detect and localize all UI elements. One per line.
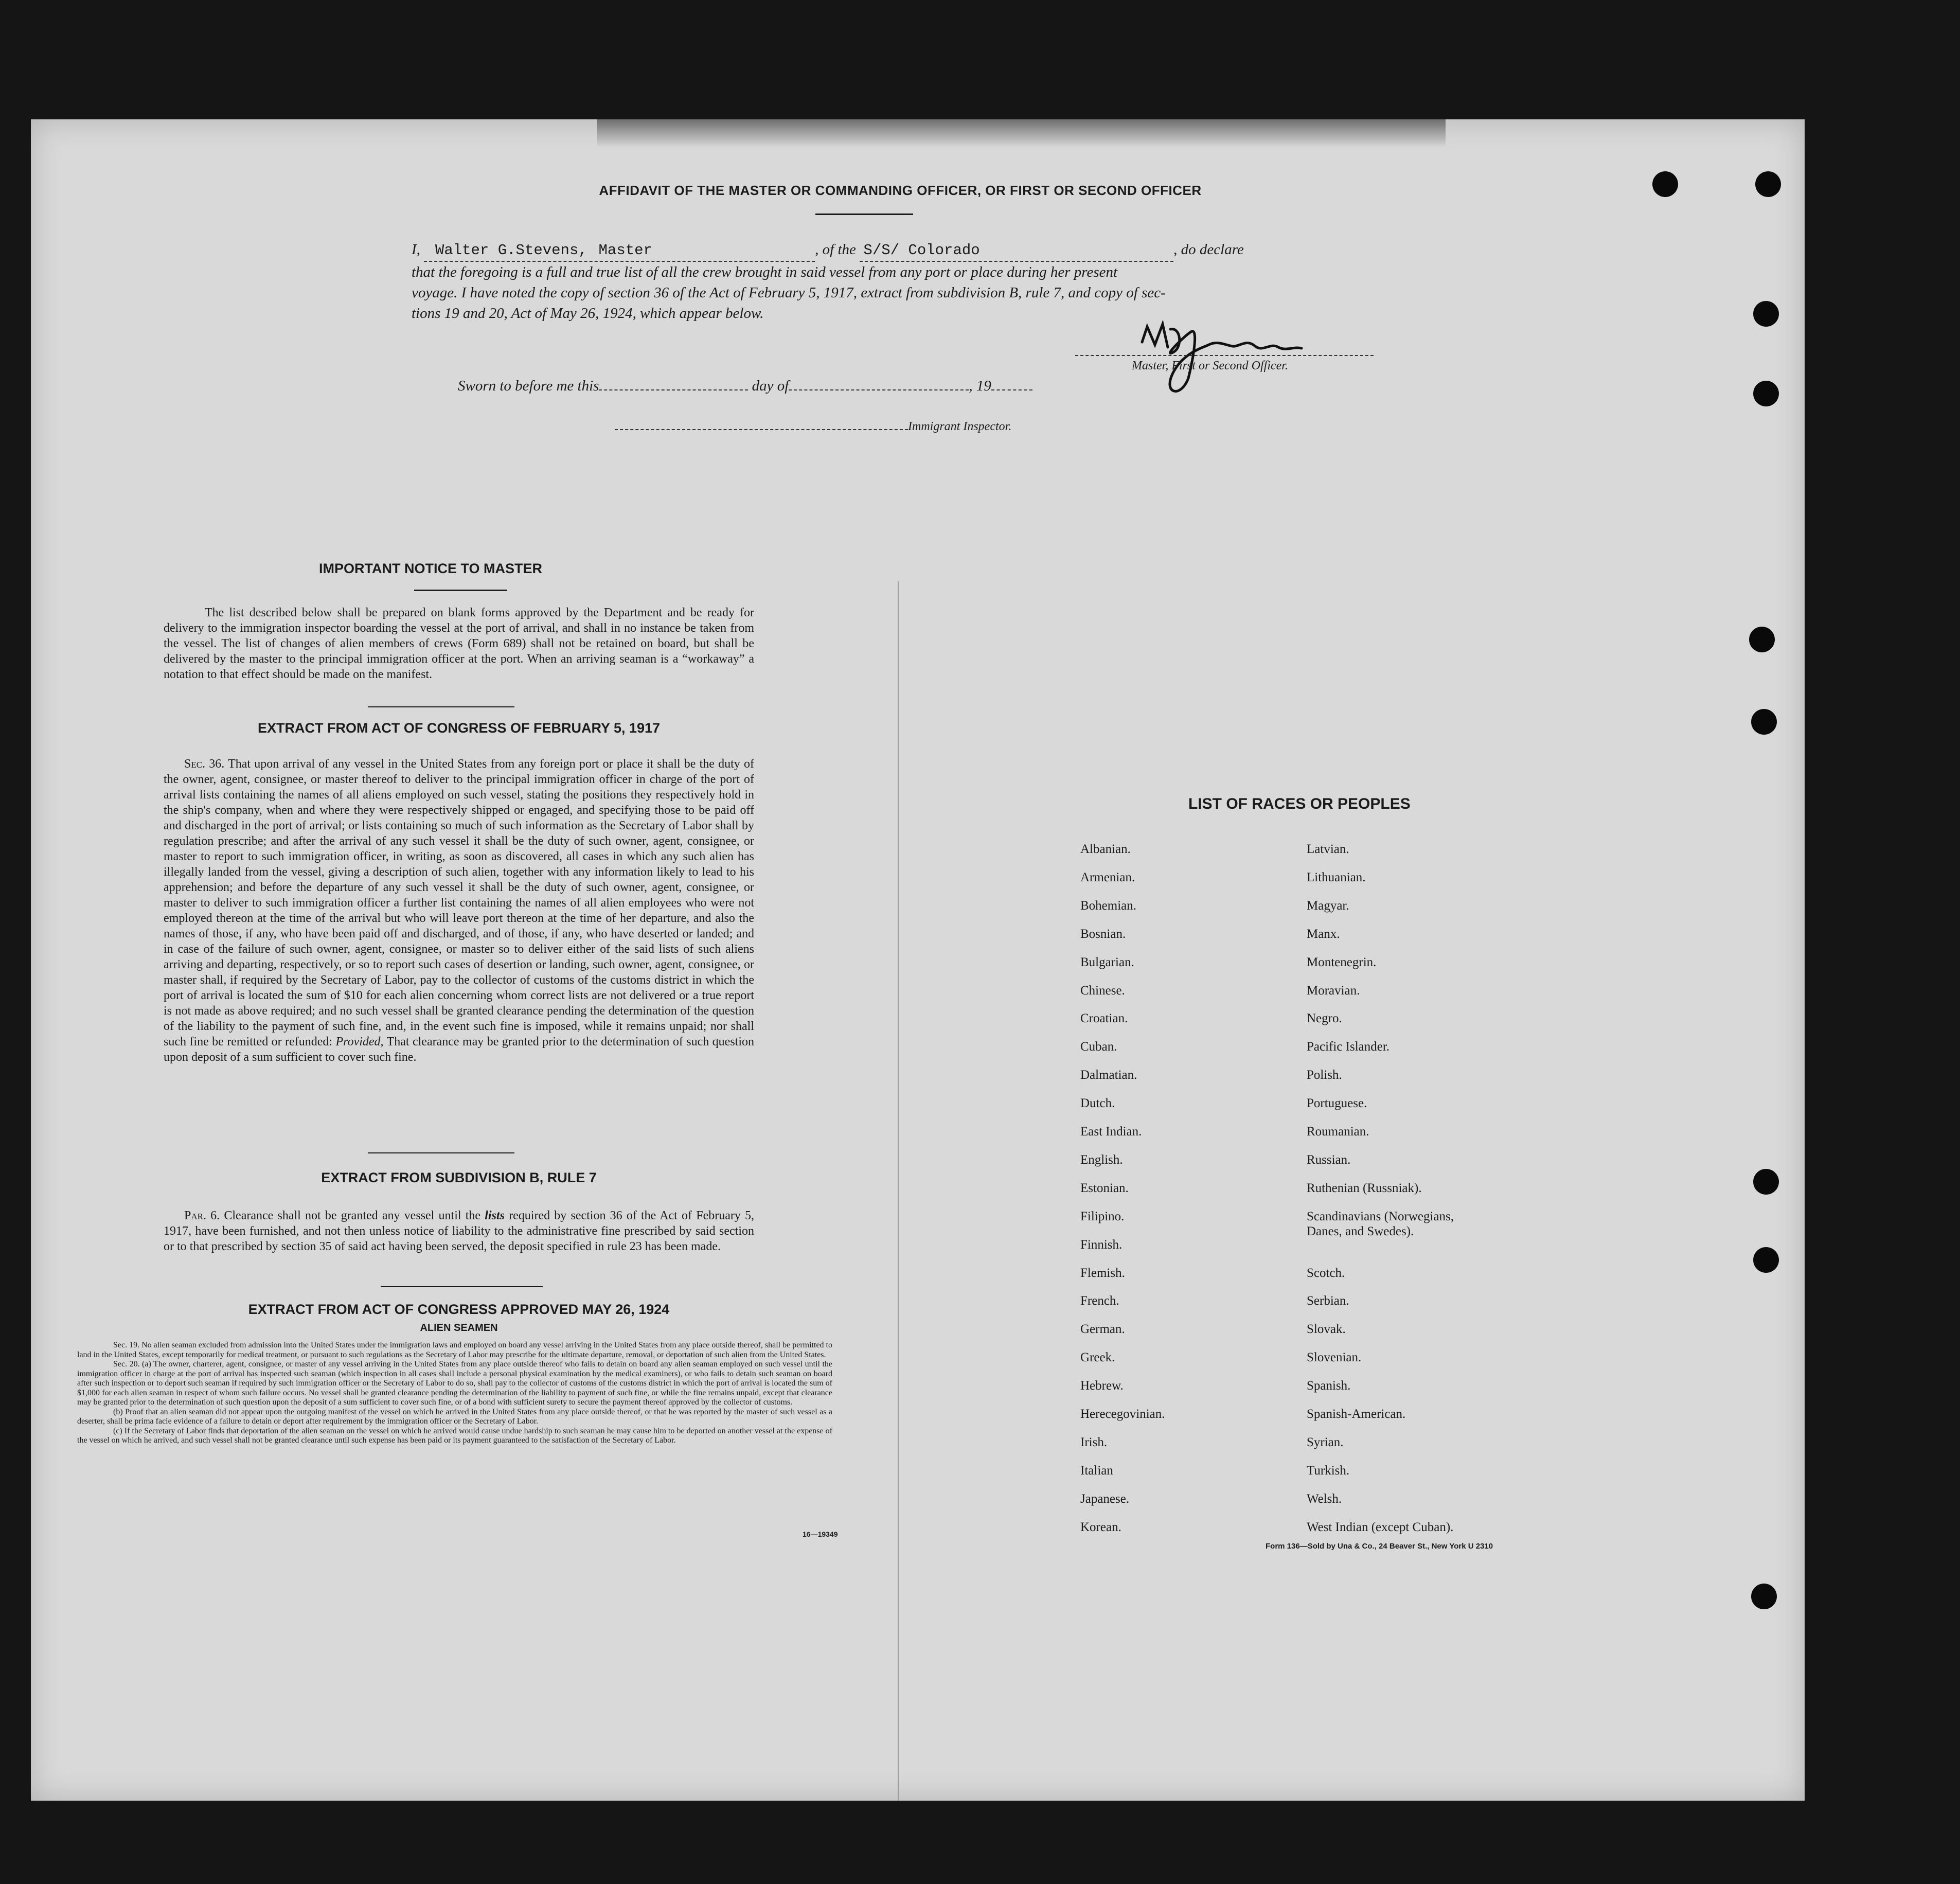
race-item: French.	[1080, 1294, 1119, 1308]
race-item: Pacific Islander.	[1307, 1040, 1390, 1054]
race-item: Spanish-American.	[1307, 1407, 1406, 1421]
race-item: Ruthenian (Russniak).	[1307, 1181, 1422, 1195]
race-item: Cuban.	[1080, 1040, 1117, 1054]
master-title: Master	[598, 242, 652, 259]
race-item: Dutch.	[1080, 1096, 1115, 1111]
section-rule	[368, 1152, 514, 1153]
master-name: Walter G.Stevens,	[435, 242, 587, 259]
sworn-year-label: , 19	[969, 378, 991, 394]
race-item: Flemish.	[1080, 1266, 1125, 1280]
race-item: Albanian.	[1080, 842, 1131, 856]
sworn-line	[458, 378, 1032, 395]
race-item: Syrian.	[1307, 1435, 1344, 1449]
signature-line	[1075, 355, 1374, 356]
race-item: Polish.	[1307, 1068, 1342, 1082]
sworn-year-field	[991, 389, 1032, 390]
race-item: East Indian.	[1080, 1125, 1142, 1139]
race-item: Croatian.	[1080, 1011, 1128, 1026]
page-fold-line	[898, 581, 899, 1801]
signature-label: Master, First or Second Officer.	[1132, 359, 1288, 372]
race-item: Slovenian.	[1307, 1350, 1362, 1365]
punch-hole	[1749, 627, 1775, 652]
extract-1924-title: EXTRACT FROM ACT OF CONGRESS APPROVED MAY 26, 1924	[248, 1302, 670, 1317]
provided-word: Provided,	[335, 1035, 384, 1048]
master-field	[424, 239, 815, 262]
punch-hole	[1751, 1584, 1777, 1609]
race-item: Herecegovinian.	[1080, 1407, 1165, 1421]
race-item: Bulgarian.	[1080, 955, 1134, 969]
section-20c-text: (c) If the Secretary of Labor finds that deportation of the alien seaman on the vessel on which he arrived would cause undue hardship to such seaman he may cause him to be deported on another vessel at the expense of the vessel on which he arrived, and such vessel shall not be granted clearance until such expense has been paid or its payment guaranteed to the satisfaction of the Secretary of Labor.	[77, 1426, 832, 1445]
race-item: Finnish.	[1080, 1237, 1122, 1252]
section-rule	[381, 1286, 543, 1287]
race-item: Russian.	[1307, 1152, 1351, 1167]
race-item: English.	[1080, 1152, 1123, 1167]
race-item: Latvian.	[1307, 842, 1349, 856]
section-36-text-end: That clearance may be granted prior to the determination of such question upon deposit of a sum sufficient to cover such fine.	[164, 1035, 755, 1064]
race-item: Welsh.	[1307, 1491, 1342, 1506]
sworn-day-label: day of	[752, 378, 789, 394]
declaration-line-2: that the foregoing is a full and true list of all the crew brought in said vessel from any port or place during her present	[412, 264, 1118, 280]
punch-hole	[1753, 301, 1779, 327]
do-declare-text: , do declare	[1173, 241, 1244, 258]
race-item: Bosnian.	[1080, 927, 1126, 941]
section-rule	[368, 706, 514, 707]
lists-word: lists	[485, 1209, 505, 1222]
race-item: Moravian.	[1307, 983, 1360, 998]
race-item: Scotch.	[1307, 1266, 1345, 1280]
notice-body	[164, 605, 754, 682]
punch-hole	[1652, 171, 1678, 197]
race-item: Roumanian.	[1307, 1125, 1369, 1139]
race-item: Manx.	[1307, 927, 1340, 941]
affidavit-title: AFFIDAVIT OF THE MASTER OR COMMANDING OFFICER, OR FIRST OR SECOND OFFICER	[599, 183, 1202, 198]
par-6-label: Par. 6.	[184, 1209, 220, 1222]
race-item: Japanese.	[1080, 1491, 1130, 1506]
declaration-line-1	[412, 239, 1404, 262]
notice-title: IMPORTANT NOTICE TO MASTER	[319, 561, 542, 576]
punch-hole	[1755, 171, 1781, 197]
sworn-month-field	[789, 389, 969, 390]
race-item: Greek.	[1080, 1350, 1115, 1365]
declaration-line-3: voyage. I have noted the copy of section 36 of the Act of February 5, 1917, extract from subdivision B, rule 7, and copy of sec-	[412, 285, 1166, 301]
race-item: Armenian.	[1080, 870, 1135, 884]
race-item: West Indian (except Cuban).	[1307, 1520, 1454, 1534]
race-item: Italian	[1080, 1463, 1113, 1478]
extract-1924-body	[77, 1341, 832, 1446]
form-footer: Form 136—Sold by Una & Co., 24 Beaver St., New York U 2310	[1266, 1542, 1493, 1551]
race-item: Chinese.	[1080, 983, 1125, 998]
form-number: 16—19349	[803, 1530, 838, 1538]
race-item: Negro.	[1307, 1011, 1342, 1026]
alien-seamen-subtitle: ALIEN SEAMEN	[420, 1322, 498, 1334]
of-the-text: , of the	[815, 241, 856, 258]
vessel-name: S/S/ Colorado	[863, 242, 980, 259]
race-item: Montenegrin.	[1307, 955, 1377, 969]
section-20a-text: Sec. 20. (a) The owner, charterer, agent, consignee, or master of any vessel arriving in the United States from any place outside thereof who fails to detain on board any alien seaman employed on such vessel until the immigration officer in charge at the port of arrival has inspected such seaman (which inspection in all cases shall include a personal physical examination by the medical examiners), or who fails to detain such seaman on board after such inspection or to deport such seaman if required by such immigration officer or the Secretary of Labor to do so, shall pay to the collector of customs of the customs district in which the port of arrival is located the sum of $1,000 for each alien seaman in respect of whom such failure occurs. No vessel shall be granted clearance pending the determination of the liability to payment of such fine, or while the fine remains unpaid, except that clearance may be granted prior to the determination of such question upon the deposit of a sum sufficient to cover such fine, or of a bond with sufficient surety to secure the payment thereof approved by the collector of customs.	[77, 1360, 832, 1407]
race-item: German.	[1080, 1322, 1125, 1337]
inspector-signature-field	[615, 429, 908, 430]
punch-hole	[1751, 709, 1777, 735]
declaration-prefix: I,	[412, 241, 420, 258]
race-item: Korean.	[1080, 1520, 1121, 1534]
race-item: Hebrew.	[1080, 1379, 1124, 1393]
sworn-prefix: Sworn to before me this	[458, 378, 599, 394]
inspector-label: Immigrant Inspector.	[908, 420, 1012, 433]
par-6-text-a: Clearance shall not be granted any vessel until the	[224, 1209, 481, 1222]
race-item: Magyar.	[1307, 898, 1349, 913]
section-19-text: Sec. 19. No alien seaman excluded from admission into the United States under the immigration laws and employed on board any vessel arriving in the United States from any place outside thereof, shall be permitted to land in the United States, except temporarily for medical treatment, or pursuant to such regulations as the Secretary of Labor may prescribe for the ultimate departure, removal, or deportation of such alien from the United States.	[77, 1341, 832, 1359]
notice-text: The list described below shall be prepared on blank forms approved by the Department and be ready for delivery to the immigration inspector boarding the vessel at the port of arrival, and shall in no instance be taken from the vessel. The list of changes of alien members of crews (Form 689) shall not be retained on board, but shall be delivered by the master to the principal immigration officer at the port. When an arriving seaman is a “workaway” a notation to that effect should be made on the manifest.	[164, 606, 754, 681]
scan-stain	[597, 119, 1446, 148]
race-item: Bohemian.	[1080, 898, 1137, 913]
race-item: Lithuanian.	[1307, 870, 1366, 884]
declaration-line-4: tions 19 and 20, Act of May 26, 1924, which appear below.	[412, 305, 764, 322]
punch-hole	[1753, 1247, 1779, 1273]
section-20b-text: (b) Proof that an alien seaman did not appear upon the outgoing manifest of the vessel on which he arrived in the United States from any place outside thereof, or that he was reported by the master of such vessel as a deserter, shall be prima facie evidence of a failure to detain or deport after requirement by the immigration officer or the Secretary of Labor.	[77, 1407, 832, 1426]
extract-1917-body	[164, 756, 754, 1065]
races-title: LIST OF RACES OR PEOPLES	[1188, 795, 1411, 812]
race-item: Irish.	[1080, 1435, 1108, 1449]
race-item: Slovak.	[1307, 1322, 1346, 1337]
punch-hole	[1753, 381, 1779, 406]
section-36-label: Sec. 36.	[184, 757, 225, 771]
race-item: Serbian.	[1307, 1294, 1349, 1308]
inspector-line	[615, 420, 1011, 434]
sworn-day-field	[599, 389, 748, 390]
race-item: Spanish.	[1307, 1379, 1351, 1393]
title-rule	[815, 214, 913, 215]
rule-7-title: EXTRACT FROM SUBDIVISION B, RULE 7	[321, 1170, 597, 1185]
vessel-field	[860, 239, 1173, 262]
race-item: Estonian.	[1080, 1181, 1129, 1195]
punch-hole	[1753, 1169, 1779, 1195]
rule-7-body	[164, 1208, 754, 1254]
par-6-text-b: required by section 36 of the Act of February 5, 1917, have been furnished, and not then unless notice of liability to the administrative fine prescribed by said section or to that prescribed by section 35 of said act having been served, the deposit specified in rule 23 has been made.	[164, 1209, 755, 1253]
affidavit-declaration	[412, 239, 1404, 324]
race-item: Scandinavians (Norwegians, Danes, and Swedes).	[1307, 1209, 1454, 1238]
notice-rule	[414, 590, 507, 591]
race-item: Dalmatian.	[1080, 1068, 1137, 1082]
race-item: Portuguese.	[1307, 1096, 1367, 1111]
section-36-text: That upon arrival of any vessel in the United States from any foreign port or place it shall be the duty of the owner, agent, consignee, or master thereof to deliver to the principal immigration officer in charge of the port of arrival lists containing the names of all aliens employed on such vessel, stating the positions they respectively hold in the ship's company, when and where they were respectively shipped or engaged, and specifying those to be paid off and discharged in the port of arrival; or lists containing so much of such information as the Secretary of Labor shall by regulation prescribe; and after the arrival of any such vessel it shall be the duty of such owner, agent, consignee, or master to report to such immigration officer, in writing, as soon as discovered, all cases in which any such alien has illegally landed from the vessel, giving a description of such alien, together with any information likely to lead to his apprehension; and before the departure of any such vessel it shall be the duty of such owner, agent, consignee, or master to deliver to such immigration officer a further list containing the names of all alien employees who were not employed thereon at the time of the arrival but who will leave port thereon at the time of her departure, and also the names of those, if any, who have been paid off and discharged, and of those, if any, who have deserted or landed; and in case of the failure of such owner, agent, consignee, or master so to deliver either of the said lists of such aliens arriving and departing, respectively, or so to report such cases of desertion or landing, such owner, agent, consignee, or master shall, if required by the Secretary of Labor, pay to the collector of customs of the customs district in which the port of arrival is located the sum of $10 for each alien concerning whom correct lists are not delivered or a true report is not made as above required; and no such vessel shall be granted clearance pending the determination of the question of the liability to the payment of such fine, and, in the event such fine is imposed, while it remains unpaid; nor shall such fine be remitted or refunded:	[164, 757, 754, 1048]
race-item: Turkish.	[1307, 1463, 1350, 1478]
extract-1917-title: EXTRACT FROM ACT OF CONGRESS OF FEBRUARY 5, 1917	[257, 720, 661, 736]
race-item: Filipino.	[1080, 1209, 1125, 1223]
